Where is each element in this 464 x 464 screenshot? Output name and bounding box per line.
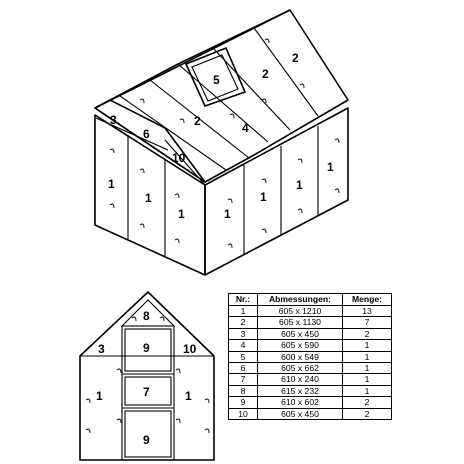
cell-quantity: 1 xyxy=(343,363,392,374)
front-label: 1 xyxy=(185,389,192,403)
cell-dimensions: 605 x 662 xyxy=(258,363,343,374)
table-row xyxy=(229,363,392,374)
table-row xyxy=(229,340,392,351)
iso-label: 5 xyxy=(213,73,220,87)
iso-label: 1 xyxy=(108,177,115,191)
cell-nr: 10 xyxy=(229,408,258,419)
iso-label: 1 xyxy=(260,190,267,204)
cell-dimensions: 605 x 590 xyxy=(258,340,343,351)
cell-quantity: 13 xyxy=(343,306,392,317)
cell-dimensions: 610 x 240 xyxy=(258,374,343,385)
cell-nr: 9 xyxy=(229,397,258,408)
table-row xyxy=(229,328,392,339)
cell-nr: 1 xyxy=(229,306,258,317)
cell-quantity: 2 xyxy=(343,408,392,419)
cell-nr: 3 xyxy=(229,328,258,339)
front-label: 3 xyxy=(98,342,105,356)
cell-dimensions: 600 x 549 xyxy=(258,351,343,362)
cell-nr: 5 xyxy=(229,351,258,362)
table-row xyxy=(229,374,392,385)
table-row xyxy=(229,351,392,362)
iso-label: 2 xyxy=(194,114,201,128)
table-row xyxy=(229,408,392,419)
cell-dimensions: 605 x 1130 xyxy=(258,317,343,328)
iso-label: 1 xyxy=(145,191,152,205)
cell-nr: 6 xyxy=(229,363,258,374)
iso-label: 1 xyxy=(296,178,303,192)
cell-dimensions: 605 x 450 xyxy=(258,408,343,419)
iso-label: 1 xyxy=(178,207,185,221)
table-row xyxy=(229,306,392,317)
front-label: 8 xyxy=(143,309,150,323)
cell-dimensions: 605 x 1210 xyxy=(258,306,343,317)
column-header-quantity: Menge: xyxy=(343,294,392,306)
table-row xyxy=(229,397,392,408)
column-header-nr: Nr.: xyxy=(229,294,258,306)
iso-label: 3 xyxy=(110,113,117,127)
iso-label: 6 xyxy=(143,127,150,141)
cell-quantity: 2 xyxy=(343,328,392,339)
front-label: 10 xyxy=(183,342,197,356)
cell-dimensions: 610 x 602 xyxy=(258,397,343,408)
parts-table xyxy=(228,293,392,420)
table-header-row xyxy=(229,294,392,306)
cell-nr: 4 xyxy=(229,340,258,351)
front-label: 9 xyxy=(143,433,150,447)
iso-label: 2 xyxy=(262,67,269,81)
front-label: 9 xyxy=(143,341,150,355)
iso-label: 2 xyxy=(292,51,299,65)
cell-quantity: 1 xyxy=(343,374,392,385)
iso-label: 1 xyxy=(327,160,334,174)
cell-quantity: 2 xyxy=(343,397,392,408)
cell-quantity: 7 xyxy=(343,317,392,328)
cell-nr: 8 xyxy=(229,385,258,396)
cell-dimensions: 605 x 450 xyxy=(258,328,343,339)
front-label: 1 xyxy=(96,389,103,403)
iso-label: 4 xyxy=(242,121,249,135)
cell-nr: 7 xyxy=(229,374,258,385)
table-row xyxy=(229,385,392,396)
column-header-dimensions: Abmessungen: xyxy=(258,294,343,306)
cell-quantity: 1 xyxy=(343,351,392,362)
cell-quantity: 1 xyxy=(343,385,392,396)
cell-nr: 2 xyxy=(229,317,258,328)
cell-quantity: 1 xyxy=(343,340,392,351)
cell-dimensions: 615 x 232 xyxy=(258,385,343,396)
iso-label: 1 xyxy=(224,207,231,221)
iso-label: 10 xyxy=(172,151,186,165)
table-row xyxy=(229,317,392,328)
front-label: 7 xyxy=(143,385,150,399)
